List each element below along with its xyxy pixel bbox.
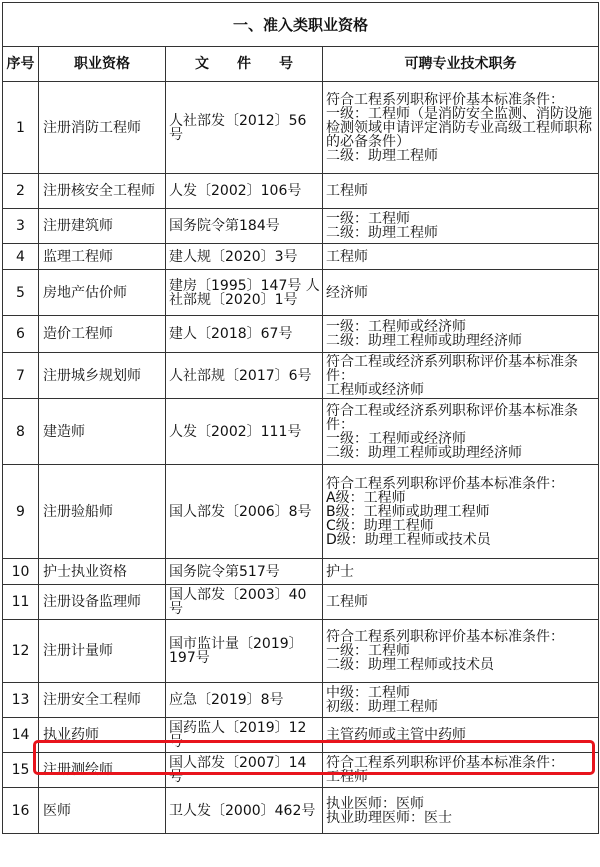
row-document: 国市监计量〔2019〕197号 — [166, 620, 323, 683]
row-number: 5 — [3, 270, 39, 316]
row-document: 应急〔2019〕8号 — [166, 683, 323, 718]
row-document: 国人部发〔2003〕40号 — [166, 585, 323, 620]
row-qualification: 房地产估价师 — [39, 270, 166, 316]
row-position — [323, 585, 599, 620]
row-number: 7 — [3, 353, 39, 399]
table-row — [3, 209, 599, 244]
position-line: 符合工程系列职称评价基本标准条件： — [326, 91, 564, 108]
row-document: 人社部规〔2017〕6号 — [166, 353, 323, 399]
position-line: 工程师 — [326, 183, 368, 199]
section-title: 一、准入类职业资格 — [3, 3, 599, 47]
row-position — [323, 353, 599, 399]
position-line: A级：工程师 — [326, 489, 406, 506]
row-number: 4 — [3, 244, 39, 270]
position-line: 执业医师：医师 — [326, 795, 424, 812]
row-position — [323, 559, 599, 585]
position-line: D级：助理工程师或技术员 — [326, 531, 491, 548]
row-qualification: 护士执业资格 — [39, 559, 166, 585]
position-line: 一级：工程师 — [326, 643, 410, 659]
row-document: 建人〔2018〕67号 — [166, 316, 323, 353]
position-line: 护士 — [326, 563, 354, 580]
table-row — [3, 174, 599, 209]
position-line: 二级：助理工程师或助理经济师 — [326, 444, 522, 461]
position-line: 初级：助理工程师 — [326, 699, 438, 715]
row-number: 14 — [3, 718, 39, 753]
row-document: 国务院令第184号 — [166, 209, 323, 244]
row-position — [323, 82, 599, 174]
table-body — [3, 82, 599, 834]
position-line: 一级：工程师或经济师 — [326, 430, 466, 447]
position-line: 符合工程或经济系列职称评价基本标准条件： — [326, 353, 578, 384]
position-line: 一级：工程师（是消防安全监测、消防设施检测领域申请评定消防专业高级工程师职称的必备条件） — [326, 105, 592, 150]
row-number: 1 — [3, 82, 39, 174]
position-line: 符合工程系列职称评价基本标准条件： — [326, 755, 564, 771]
row-position — [323, 209, 599, 244]
row-number: 10 — [3, 559, 39, 585]
position-line: 二级：助理工程师 — [326, 147, 438, 164]
position-line: 工程师 — [326, 248, 368, 265]
qualification-table — [2, 2, 599, 834]
position-line: 二级：助理工程师 — [326, 225, 438, 241]
row-position — [323, 465, 599, 559]
position-line: 一级：工程师 — [326, 211, 410, 227]
row-qualification: 监理工程师 — [39, 244, 166, 270]
position-line: 符合工程系列职称评价基本标准条件： — [326, 629, 564, 645]
row-document: 国药监人〔2019〕12号 — [166, 718, 323, 753]
position-line: 符合工程或经济系列职称评价基本标准条件： — [326, 402, 578, 433]
position-line: C级：助理工程师 — [326, 517, 434, 534]
row-qualification: 注册验船师 — [39, 465, 166, 559]
row-document: 人社部发〔2012〕56号 — [166, 82, 323, 174]
position-line: 一级：工程师或经济师 — [326, 319, 466, 335]
row-number: 8 — [3, 399, 39, 465]
header-row — [3, 47, 599, 82]
table-row — [3, 244, 599, 270]
position-line: 二级：助理工程师或技术员 — [326, 657, 494, 673]
row-position — [323, 683, 599, 718]
table-row — [3, 753, 599, 788]
row-number: 16 — [3, 788, 39, 834]
table-row — [3, 270, 599, 316]
row-number: 13 — [3, 683, 39, 718]
table-row — [3, 465, 599, 559]
row-document: 国人部发〔2006〕8号 — [166, 465, 323, 559]
table-row — [3, 353, 599, 399]
table-row — [3, 82, 599, 174]
row-document: 人发〔2002〕111号 — [166, 399, 323, 465]
table-row — [3, 718, 599, 753]
row-document: 国务院令第517号 — [166, 559, 323, 585]
position-line: 工程师或经济师 — [326, 381, 424, 398]
row-position — [323, 753, 599, 788]
position-line: 二级：助理工程师或助理经济师 — [326, 333, 522, 349]
row-qualification: 注册测绘师 — [39, 753, 166, 788]
row-number: 2 — [3, 174, 39, 209]
row-position — [323, 620, 599, 683]
row-document: 建房〔1995〕147号 人社部规〔2020〕1号 — [166, 270, 323, 316]
row-number: 15 — [3, 753, 39, 788]
position-line: 工程师 — [326, 594, 368, 610]
position-line: 主管药师或主管中药师 — [326, 727, 466, 743]
table-row — [3, 683, 599, 718]
position-line: 工程师 — [326, 769, 368, 785]
row-qualification: 执业药师 — [39, 718, 166, 753]
row-position — [323, 316, 599, 353]
row-number: 3 — [3, 209, 39, 244]
row-position — [323, 718, 599, 753]
header-qualification: 职业资格 — [39, 47, 166, 82]
table-row — [3, 559, 599, 585]
row-number: 6 — [3, 316, 39, 353]
header-position: 可聘专业技术职务 — [323, 47, 599, 82]
header-seq: 序号 — [3, 47, 39, 82]
row-qualification: 注册核安全工程师 — [39, 174, 166, 209]
row-qualification: 注册建筑师 — [39, 209, 166, 244]
row-document: 国人部发〔2007〕14号 — [166, 753, 323, 788]
row-number: 9 — [3, 465, 39, 559]
position-line: 执业助理医师：医士 — [326, 809, 452, 826]
row-position — [323, 244, 599, 270]
row-position — [323, 788, 599, 834]
row-document: 建人规〔2020〕3号 — [166, 244, 323, 270]
table-row — [3, 620, 599, 683]
row-number: 12 — [3, 620, 39, 683]
row-number: 11 — [3, 585, 39, 620]
position-line: B级：工程师或助理工程师 — [326, 503, 490, 520]
row-qualification: 造价工程师 — [39, 316, 166, 353]
position-line: 符合工程系列职称评价基本标准条件： — [326, 475, 564, 492]
row-qualification: 注册城乡规划师 — [39, 353, 166, 399]
table-row — [3, 788, 599, 834]
row-qualification: 注册消防工程师 — [39, 82, 166, 174]
table-row — [3, 316, 599, 353]
section-title-row — [3, 3, 599, 47]
table-row — [3, 585, 599, 620]
table-row — [3, 399, 599, 465]
row-position — [323, 399, 599, 465]
position-line: 经济师 — [326, 284, 368, 301]
row-qualification: 建造师 — [39, 399, 166, 465]
row-qualification: 医师 — [39, 788, 166, 834]
row-qualification: 注册计量师 — [39, 620, 166, 683]
row-document: 卫人发〔2000〕462号 — [166, 788, 323, 834]
row-position — [323, 174, 599, 209]
position-line: 中级：工程师 — [326, 685, 410, 701]
header-document: 文 件 号 — [166, 47, 323, 82]
row-qualification: 注册设备监理师 — [39, 585, 166, 620]
row-position — [323, 270, 599, 316]
row-qualification: 注册安全工程师 — [39, 683, 166, 718]
row-document: 人发〔2002〕106号 — [166, 174, 323, 209]
